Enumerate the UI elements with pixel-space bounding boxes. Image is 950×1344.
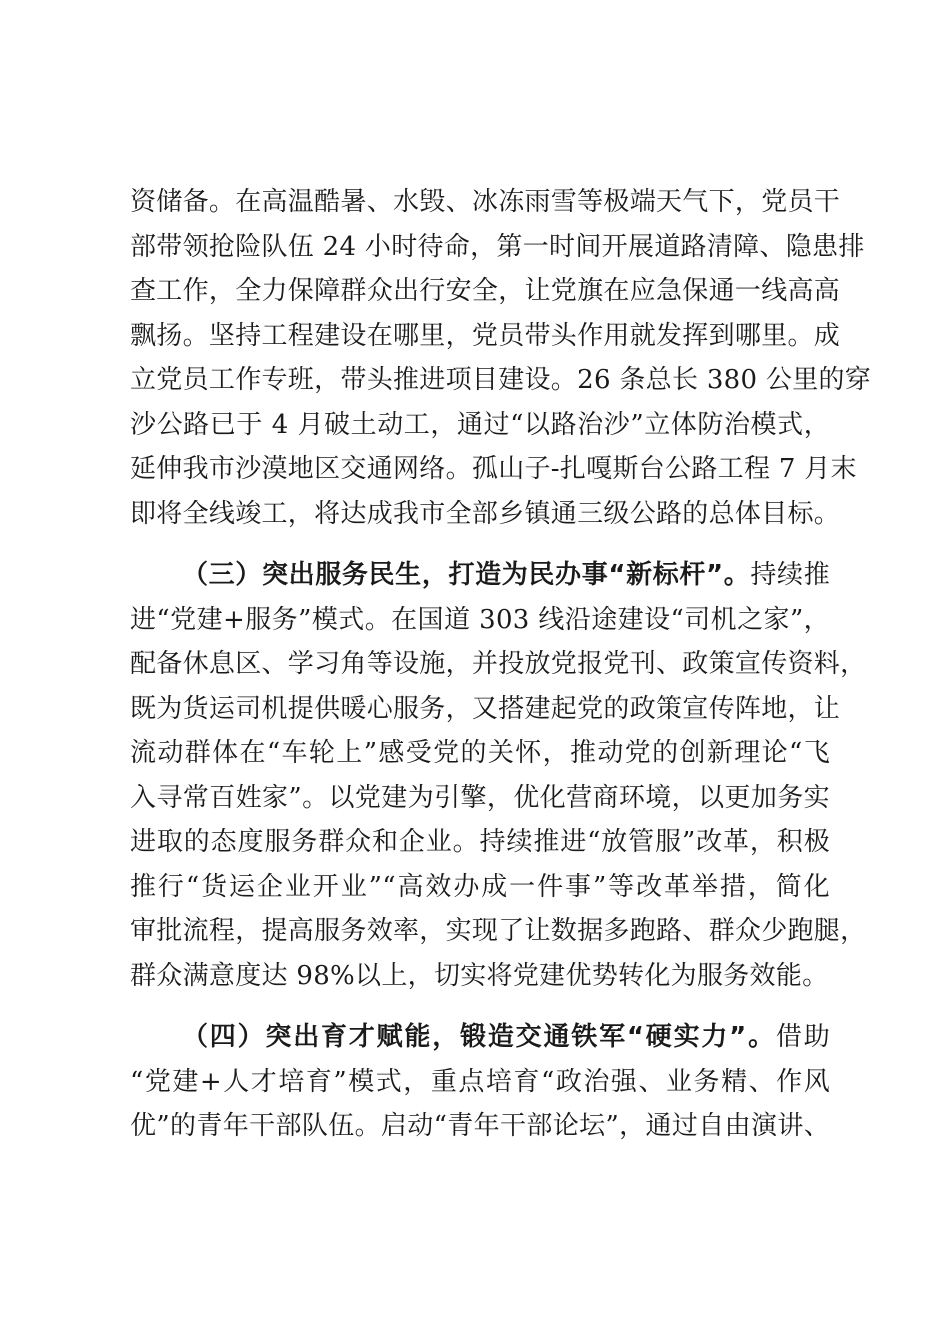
paragraph-line: 流动群体在“车轮上”感受党的关怀，推动党的创新理论“飞 <box>130 738 830 768</box>
paragraph-line: “党建+人才培育”模式，重点培育“政治强、业务精、作风 <box>130 1066 830 1097</box>
paragraph-emergency-construction <box>130 180 872 536</box>
paragraph-line: 延伸我市沙漠地区交通网络。孤山子-扎嘎斯台公路工程 7 月末 <box>130 454 857 484</box>
paragraph-line: 查工作，全力保障群众出行安全，让党旗在应急保通一线高高 <box>130 276 841 306</box>
section-heading-4: （四）突出育才赋能，锻造交通铁军“硬实力”。 <box>182 1022 776 1052</box>
paragraph-line: 配备休息区、学习角等设施，并投放党报党刊、政策宣传资料， <box>130 649 867 679</box>
paragraph-line: 即将全线竣工，将达成我市全部乡镇通三级公路的总体目标。 <box>130 498 841 529</box>
paragraph-line: 审批流程，提高服务效率，实现了让数据多跑路、群众少跑腿， <box>130 916 867 946</box>
paragraph-line: 进取的态度服务群众和企业。持续推进“放管服”改革，积极 <box>130 827 830 857</box>
paragraph-first-line <box>130 1015 830 1060</box>
paragraph-line-continuation: 借助 <box>775 1022 830 1052</box>
paragraph-line: 资储备。在高温酷暑、水毁、冰冻雨雪等极端天气下，党员干 <box>130 187 841 217</box>
paragraph-line: 立党员工作专班，带头推进项目建设。26 条总长 380 公里的穿 <box>130 365 872 395</box>
paragraph-line: 飘扬。坚持工程建设在哪里，党员带头作用就发挥到哪里。成 <box>130 320 841 351</box>
paragraph-line: 群众满意度达 98%以上，切实将党建优势转化为服务效能。 <box>130 960 829 991</box>
paragraph-line: 优”的青年干部队伍。启动“青年干部论坛”，通过自由演讲、 <box>130 1111 830 1141</box>
paragraph-line: 既为货运司机提供暖心服务，又搭建起党的政策宣传阵地，让 <box>130 693 841 724</box>
paragraph-line: 沙公路已于 4 月破土动工，通过“以路治沙”立体防治模式， <box>130 409 830 440</box>
paragraph-talent-cultivation <box>130 1015 830 1149</box>
paragraph-line: 入寻常百姓家”。以党建为引擎，优化营商环境，以更加务实 <box>130 782 830 813</box>
section-heading-3: （三）突出服务民生，打造为民办事“新标杆”。 <box>182 560 751 590</box>
paragraph-line: 部带领抢险队伍 24 小时待命，第一时间开展道路清障、隐患排 <box>130 231 865 262</box>
paragraph-line-continuation: 持续推 <box>750 560 830 590</box>
paragraph-public-service <box>130 553 867 998</box>
paragraph-first-line <box>130 553 830 598</box>
paragraph-line: 推行“货运企业开业”“高效办成一件事”等改革举措，简化 <box>130 871 830 902</box>
paragraph-line: 进“党建+服务”模式。在国道 303 线沿途建设“司机之家”， <box>130 604 830 635</box>
